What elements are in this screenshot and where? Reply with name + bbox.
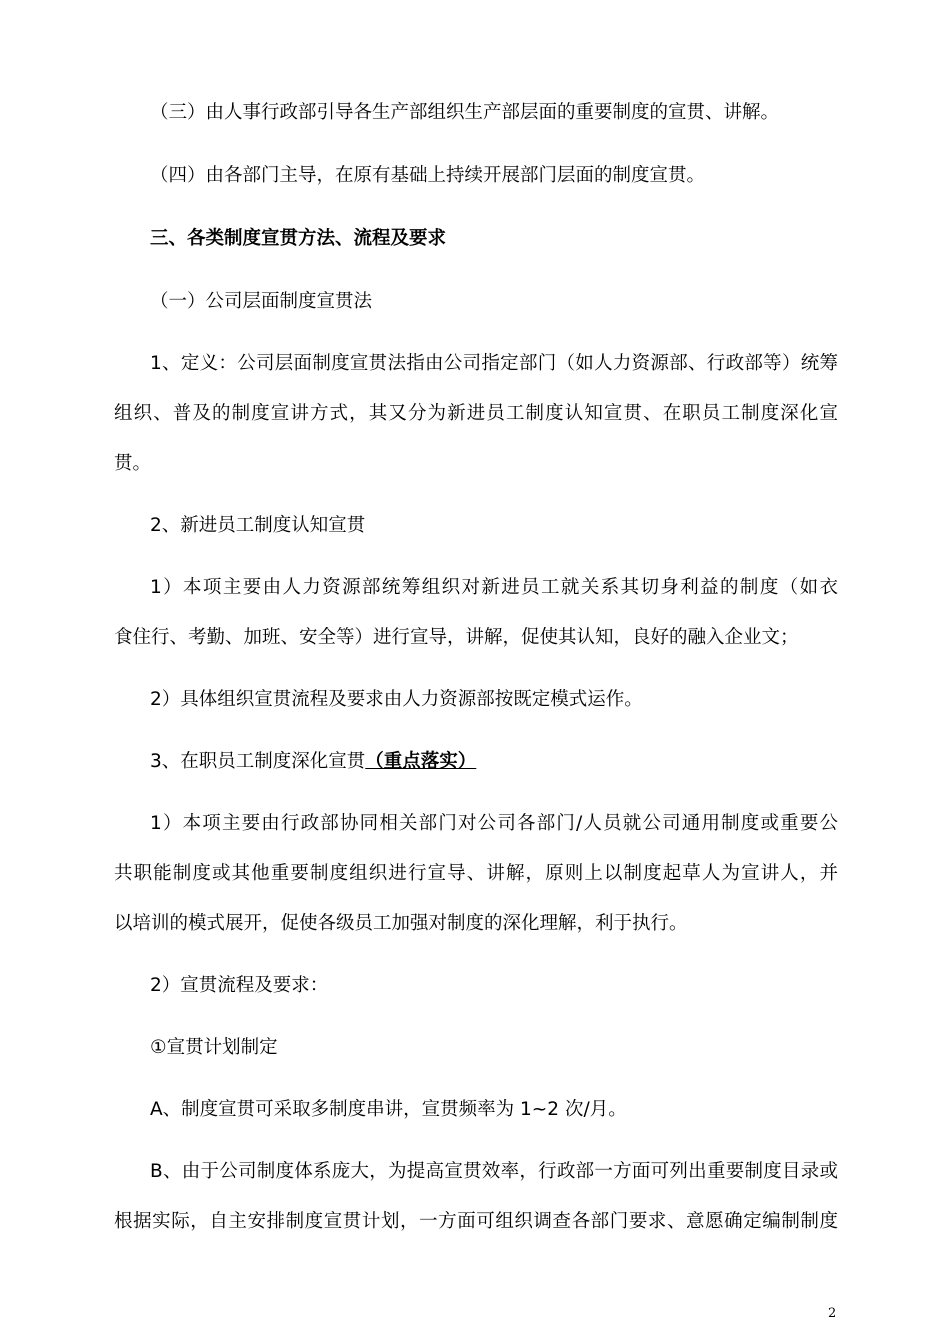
section-heading: 三、各类制度宣贯方法、流程及要求 bbox=[150, 228, 447, 249]
paragraph-line: （三）由人事行政部引导各生产部组织生产部层面的重要制度的宣贯、讲解。 bbox=[150, 102, 780, 123]
paragraph-text: 3、在职员工制度深化宣贯 bbox=[150, 751, 366, 772]
paragraph-line: 根据实际，自主安排制度宣贯计划，一方面可组织调查各部门要求、意愿确定编制制度 bbox=[114, 1211, 838, 1232]
paragraph-line: 食住行、考勤、加班、安全等）进行宣导，讲解，促使其认知，良好的融入企业文； bbox=[114, 627, 799, 648]
subsection-heading: （一）公司层面制度宣贯法 bbox=[150, 291, 373, 312]
paragraph-line: 2）宣贯流程及要求： bbox=[150, 975, 329, 996]
paragraph-line bbox=[150, 750, 476, 774]
paragraph-line: 1、定义：公司层面制度宣贯法指由公司指定部门（如人力资源部、行政部等）统筹 bbox=[150, 353, 838, 374]
page-number: 2 bbox=[828, 1306, 837, 1321]
paragraph-line: 共职能制度或其他重要制度组织进行宣导、讲解，原则上以制度起草人为宣讲人，并 bbox=[114, 863, 838, 884]
emphasis-note: （重点落实） bbox=[365, 751, 477, 772]
paragraph-line: 1）本项主要由人力资源部统筹组织对新进员工就关系其切身利益的制度（如衣 bbox=[150, 577, 838, 598]
paragraph-line: B、由于公司制度体系庞大，为提高宣贯效率，行政部一方面可列出重要制度目录或 bbox=[150, 1161, 838, 1182]
paragraph-line: 组织、普及的制度宣讲方式，其又分为新进员工制度认知宣贯、在职员工制度深化宣 bbox=[114, 403, 838, 424]
paragraph-line: 1）本项主要由行政部协同相关部门对公司各部门/人员就公司通用制度或重要公 bbox=[150, 813, 838, 834]
paragraph-line: 2、新进员工制度认知宣贯 bbox=[150, 515, 366, 536]
paragraph-line: 贯。 bbox=[114, 453, 152, 474]
paragraph-line: A、制度宣贯可采取多制度串讲，宣贯频率为 1~2 次/月。 bbox=[150, 1099, 627, 1120]
paragraph-line: 以培训的模式展开，促使各级员工加强对制度的深化理解，利于执行。 bbox=[114, 913, 688, 934]
paragraph-line: ①宣贯计划制定 bbox=[150, 1037, 278, 1058]
paragraph-line: （四）由各部门主导，在原有基础上持续开展部门层面的制度宣贯。 bbox=[150, 165, 706, 186]
paragraph-line: 2）具体组织宣贯流程及要求由人力资源部按既定模式运作。 bbox=[150, 689, 643, 710]
